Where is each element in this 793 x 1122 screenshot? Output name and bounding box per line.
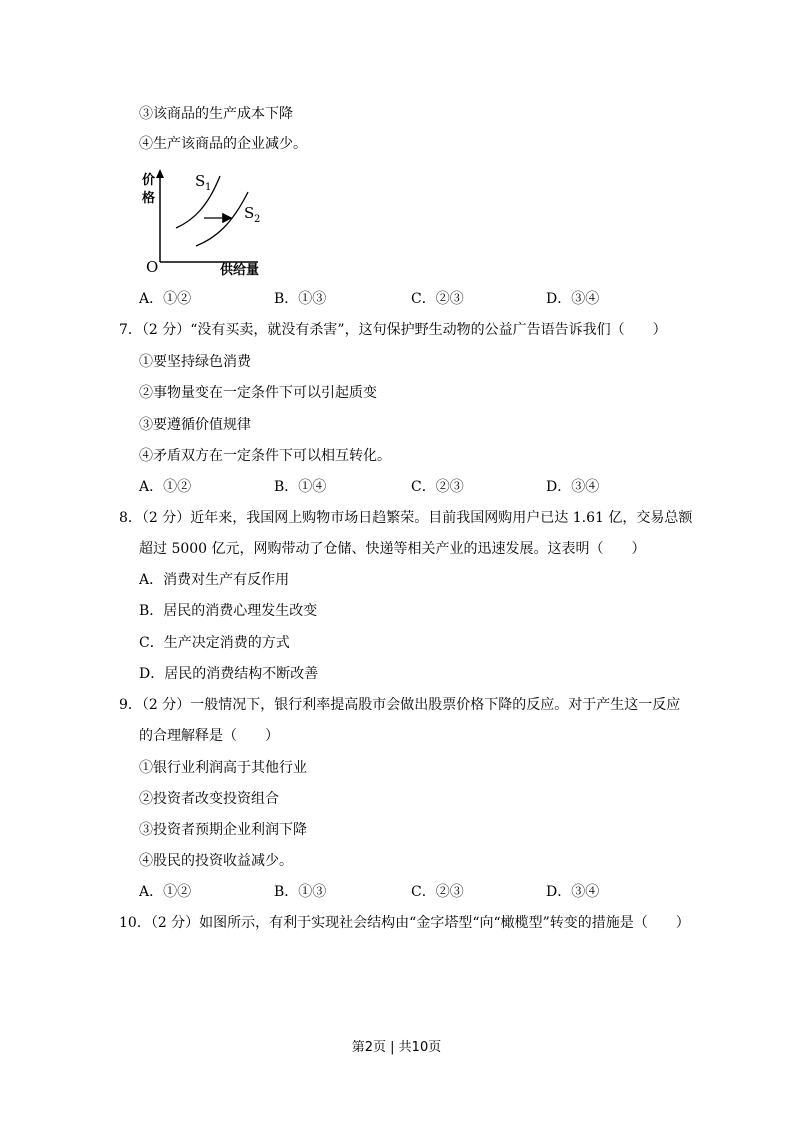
s1-label: S <box>195 172 206 190</box>
q9-option-c: C．②③ <box>411 884 464 900</box>
s2-curve <box>196 192 248 246</box>
q8-option-d: D．居民的消费结构不断改善 <box>139 666 319 682</box>
page-footer: 第2页 | 共10页 <box>351 1040 442 1055</box>
q6-item-4: ④生产该商品的企业减少。 <box>139 136 307 152</box>
q8-option-c: C．生产决定消费的方式 <box>139 635 290 651</box>
origin-label: O <box>146 258 159 276</box>
q6-option-b: B．①③ <box>274 291 327 307</box>
y-label-1: 价 <box>142 173 156 188</box>
x-label: 供给量 <box>220 263 260 278</box>
q8-option-a: A．消费对生产有反作用 <box>139 572 290 588</box>
q9-item-1: ①银行业利润高于其他行业 <box>139 760 307 776</box>
q8-option-b: B．居民的消费心理发生改变 <box>139 603 318 619</box>
y-axis-arrow <box>156 169 164 178</box>
q9-option-b: B．①③ <box>274 884 327 900</box>
q9-option-a: A．①② <box>139 884 192 900</box>
q9-stem-line-1: 9．（2 分）一般情况下，银行利率提高股市会做出股票价格下降的反应。对于产生这一反应 <box>119 697 681 713</box>
q6-item-3: ③该商品的生产成本下降 <box>139 106 293 122</box>
q8-stem-line-2: 超过 5000 亿元，网购带动了仓储、快递等相关产业的迅速发展。这表明（ ） <box>139 541 646 557</box>
q8-stem-line-1: 8．（2 分）近年来，我国网上购物市场日趋繁荣。目前我国网购用户已达 1.61 亿，交易总额 <box>119 510 693 526</box>
y-label-2: 格 <box>142 191 156 206</box>
q7-option-a: A．①② <box>139 479 192 495</box>
q7-option-b: B．①④ <box>274 479 327 495</box>
supply-curve-graph <box>136 166 276 282</box>
q7-item-2: ②事物量变在一定条件下可以引起质变 <box>139 385 377 401</box>
q7-item-1: ①要坚持绿色消费 <box>139 354 251 370</box>
q10-stem: 10．（2 分）如图所示，有利于实现社会结构由“金字塔型“向“橄榄型”转变的措施是（ ） <box>119 915 690 931</box>
q7-item-3: ③要遵循价值规律 <box>139 417 251 433</box>
q9-item-3: ③投资者预期企业利润下降 <box>139 822 307 838</box>
s2-label: S <box>244 204 255 222</box>
q7-option-d: D．③④ <box>546 479 600 495</box>
s2-subscript: 2 <box>254 214 261 225</box>
q6-option-c: C．②③ <box>411 291 464 307</box>
q7-item-4: ④矛盾双方在一定条件下可以相互转化。 <box>139 448 391 464</box>
q6-option-a: A．①② <box>139 291 192 307</box>
q7-option-c: C．②③ <box>411 479 464 495</box>
s1-subscript: 1 <box>205 182 212 193</box>
q6-option-d: D．③④ <box>546 291 600 307</box>
q7-stem: 7．（2 分）“没有买卖，就没有杀害”，这句保护野生动物的公益广告语告诉我们（ ） <box>119 322 667 338</box>
q9-stem-line-2: 的合理解释是（ ） <box>139 728 279 744</box>
q9-option-d: D．③④ <box>546 884 600 900</box>
q9-item-2: ②投资者改变投资组合 <box>139 791 279 807</box>
q9-item-4: ④股民的投资收益减少。 <box>139 853 293 869</box>
